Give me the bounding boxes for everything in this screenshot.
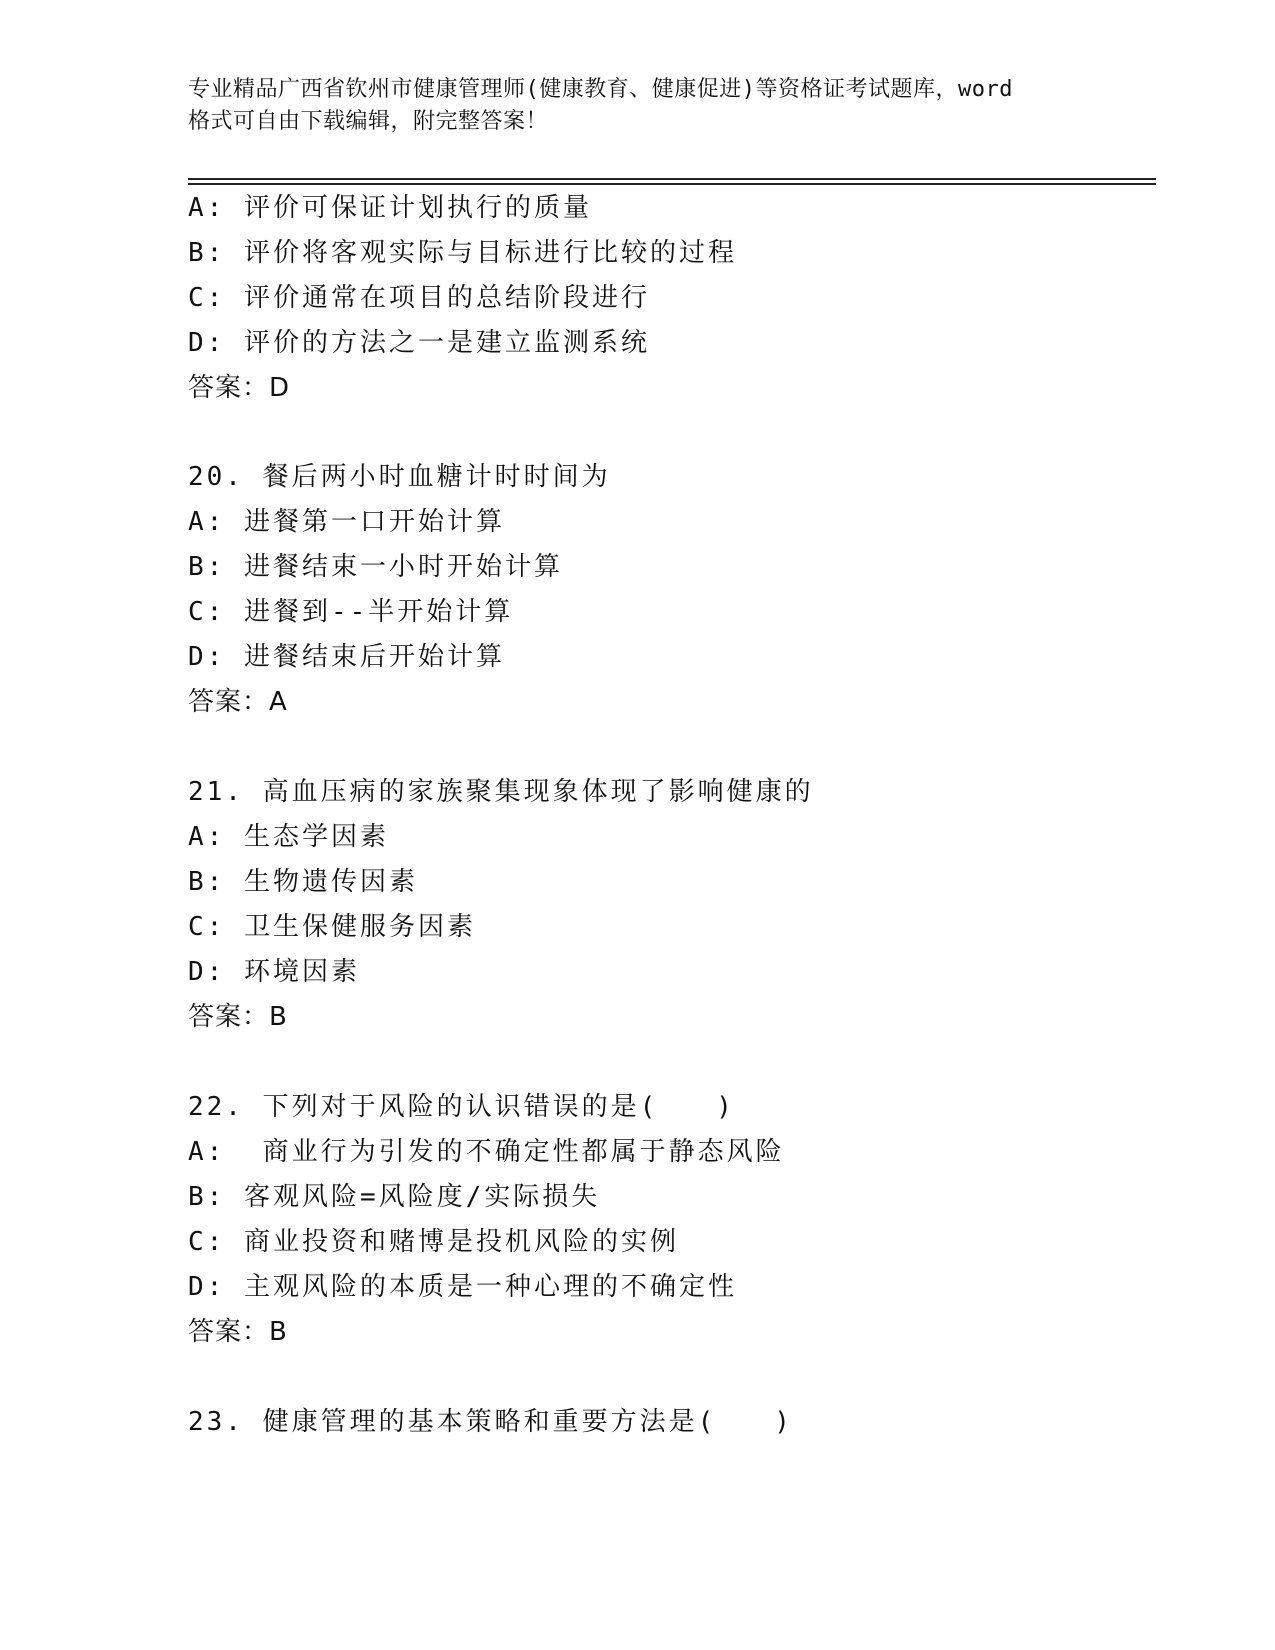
q20-stem: 20. 餐后两小时血糖计时时间为 xyxy=(188,462,611,492)
q22-answer: 答案：B xyxy=(188,1317,288,1347)
q19-option-a: A: 评价可保证计划执行的质量 xyxy=(188,193,592,223)
q23-stem: 23. 健康管理的基本策略和重要方法是( ) xyxy=(188,1407,793,1437)
q21-option-d: D: 环境因素 xyxy=(188,957,360,987)
q21-option-b: B: 生物遗传因素 xyxy=(188,867,418,897)
header-divider-top xyxy=(188,178,1156,180)
q21-answer: 答案：B xyxy=(188,1002,288,1032)
q21-option-a: A: 生态学因素 xyxy=(188,822,389,852)
q20-option-c: C: 进餐到--半开始计算 xyxy=(188,597,514,627)
q22-option-d: D: 主观风险的本质是一种心理的不确定性 xyxy=(188,1272,737,1302)
header-line-1: 专业精品广西省钦州市健康管理师(健康教育、健康促进)等资格证考试题库，word xyxy=(188,77,1013,102)
q19-option-d: D: 评价的方法之一是建立监测系统 xyxy=(188,328,650,358)
header-line-2: 格式可自由下载编辑，附完整答案！ xyxy=(188,109,549,134)
q20-answer: 答案：A xyxy=(188,687,288,717)
q20-option-d: D: 进餐结束后开始计算 xyxy=(188,642,505,672)
q19-answer: 答案：D xyxy=(188,373,291,403)
q21-option-c: C: 卫生保健服务因素 xyxy=(188,912,476,942)
header-divider-bottom xyxy=(188,183,1156,185)
q19-option-b: B: 评价将客观实际与目标进行比较的过程 xyxy=(188,238,737,268)
q20-option-b: B: 进餐结束一小时开始计算 xyxy=(188,552,563,582)
document-header xyxy=(188,74,1088,138)
q20-option-a: A: 进餐第一口开始计算 xyxy=(188,507,505,537)
q22-option-c: C: 商业投资和赌博是投机风险的实例 xyxy=(188,1227,679,1257)
q22-option-a: A: 商业行为引发的不确定性都属于静态风险 xyxy=(188,1137,785,1167)
q22-option-b: B: 客观风险=风险度/实际损失 xyxy=(188,1182,601,1212)
q21-stem: 21. 高血压病的家族聚集现象体现了影响健康的 xyxy=(188,777,814,807)
q19-option-c: C: 评价通常在项目的总结阶段进行 xyxy=(188,283,650,313)
q22-stem: 22. 下列对于风险的认识错误的是( ) xyxy=(188,1092,735,1122)
